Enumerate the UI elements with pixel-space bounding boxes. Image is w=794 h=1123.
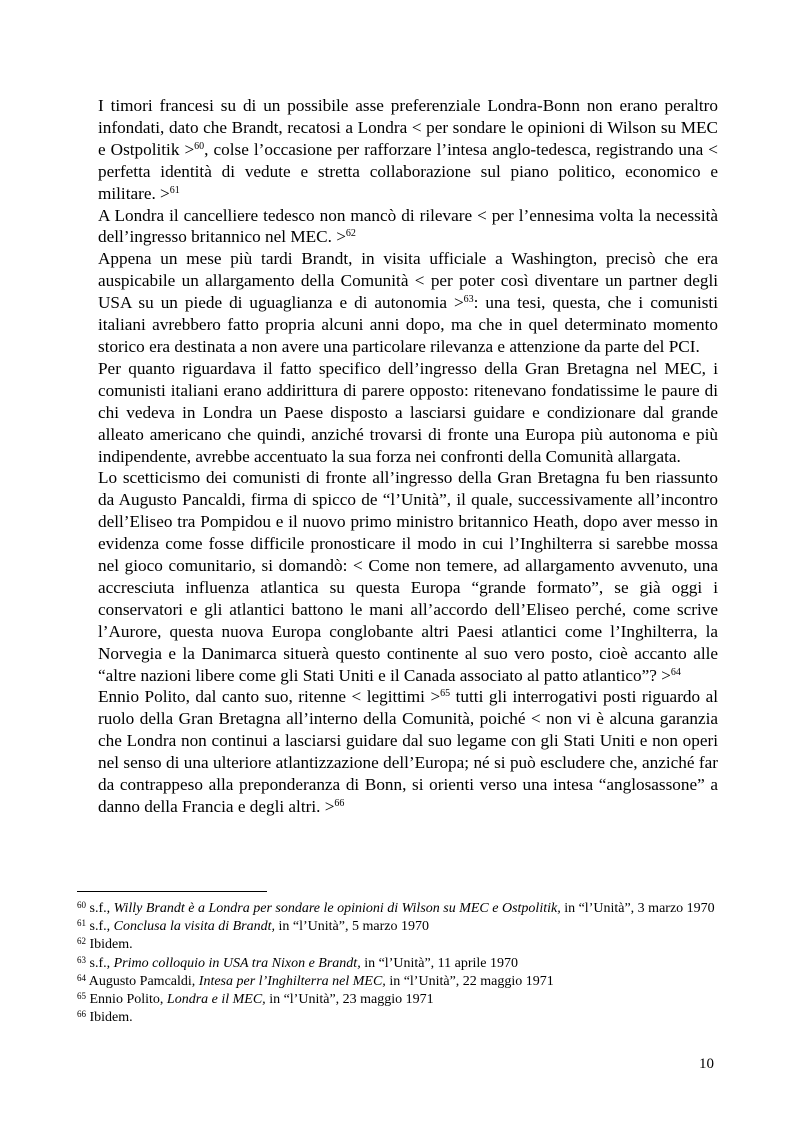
footnote: $^{61}$ s.f., Conclusa la visita di Brandt, in “l’Unità”, 5 marzo 1970 bbox=[77, 918, 429, 935]
footnotes bbox=[77, 900, 718, 1027]
footnote: $^{62}$ Ibidem. bbox=[77, 936, 133, 953]
footnote-ref[interactable]: 62 bbox=[345, 228, 356, 240]
footnote-ref[interactable]: 65 bbox=[440, 688, 451, 700]
footnote-ref[interactable]: 61 bbox=[169, 184, 180, 196]
paragraph: Appena un mese più tardi Brandt, in visita ufficiale a Washington, precisò che era auspicabile un allargamento della Comunità < per poter così diventare un partner degli USA su un piede di uguaglianza e di autonomia >$^{63}$: una tesi, questa, che i comunisti italiani avrebbero fatto propria alcuni anni dopo, ma che in quel determinato momento storico era destinata a non avere una particolare rilevanza e attenzione da parte del PCI. bbox=[98, 249, 718, 356]
paragraph: Lo scetticismo dei comunisti di fronte all’ingresso della Gran Bretagna fu ben riassunto da Augusto Pancaldi, firma di spicco de “l’Unità”, il quale, successivamente all’incontro dell’Eliseo tra Pompidou e il nuovo primo ministro britannico Heath, dopo aver messo in evidenza come fosse difficile pronosticare il modo in cui l’Inghilterra si sarebbe mossa nel gioco comunitario, si domandò: < Come non temere, ad allargamento avvenuto, una accresciuta influenza atlantica su questa Europa “grande formato”, se già oggi i conservatori e gli atlantici battono le mani all’accordo dell’Eliseo perché, come scrive l’Aurore, questa nuova Europa conglobante altri Paesi atlantici come l’Inghilterra, la Norvegia e la Danimarca situerà questo continente al suo vero posto, cioè accanto alle “altre nazioni libere come gli Stati Uniti e il Canada associato al patto atlantico”? >$^{64}$ bbox=[98, 468, 718, 685]
footnote-ref[interactable]: 66 bbox=[334, 798, 345, 809]
paragraph: A Londra il cancelliere tedesco non mancò di rilevare < per l’ennesima volta la necessità dell’ingresso britannico nel MEC. >$^{62}$ bbox=[98, 205, 718, 247]
footnote-divider bbox=[77, 891, 267, 892]
paragraph: Per quanto riguardava il fatto specifico dell’ingresso della Gran Bretagna nel MEC, i comunisti italiani erano addirittura di parere opposto: ritenevano fondatissime le paure di chi vedeva in Londra un Paese disposto a lasciarsi guidare e condizionare dal grande alleato americano che quindi, anziché trovarsi di fronte una Europa più autonoma e più indipendente, avrebbe accentuato la sua forza nei confronti della Comunità allargata. bbox=[98, 358, 718, 466]
footnote-ref[interactable]: 60 bbox=[194, 140, 205, 152]
page-number: 10 bbox=[699, 1056, 714, 1072]
footnote: $^{60}$ s.f., Willy Brandt è a Londra per sondare le opinioni di Wilson su MEC e Ostpolitik, in “l’Unità”, 3 marzo 1970 bbox=[77, 900, 715, 916]
footnote: $^{65}$ Ennio Polito, Londra e il MEC, in “l’Unità”, 23 maggio 1971 bbox=[77, 991, 434, 1008]
footnote: $^{64}$ Augusto Pamcaldi, Intesa per l’Inghilterra nel MEC, in “l’Unità”, 22 maggio 1971 bbox=[77, 972, 554, 989]
paragraph: I timori francesi su di un possibile asse preferenziale Londra-Bonn non erano peraltro infondati, dato che Brandt, recatosi a Londra < per sondare le opinioni di Wilson su MEC e Ostpolitik >$^{60}$, colse l’occasione per rafforzare l’intesa anglo-tedesca, registrando una < perfetta identità di vedute e stretta collaborazione sul piano politico, economico e militare. >$^{61}$ bbox=[98, 96, 718, 203]
paragraph: Ennio Polito, dal canto suo, ritenne < legittimi >$^{65}$ tutti gli interrogativi posti riguardo al ruolo della Gran Bretagna all’interno della Comunità, poiché < non vi è alcuna garanzia che Londra non continui a lasciarsi guidare dal suo legame con gli Stati Uniti e non operi nel senso di una ulteriore atlantizzazione dell’Europa; né si può escludere che, anziché far da contrappeso alla preponderanza di Bonn, si orienti verso una intesa “anglosassone” a danno della Francia e degli altri. >$^{66}$ bbox=[98, 687, 718, 816]
footnote: $^{66}$ Ibidem. bbox=[77, 1009, 133, 1026]
footnote: $^{63}$ s.f., Primo colloquio in USA tra Nixon e Brandt, in “l’Unità”, 11 aprile 1970 bbox=[77, 954, 519, 971]
footnote-ref[interactable]: 64 bbox=[670, 666, 681, 678]
body-text bbox=[98, 95, 718, 818]
footnote-ref[interactable]: 63 bbox=[463, 294, 474, 306]
